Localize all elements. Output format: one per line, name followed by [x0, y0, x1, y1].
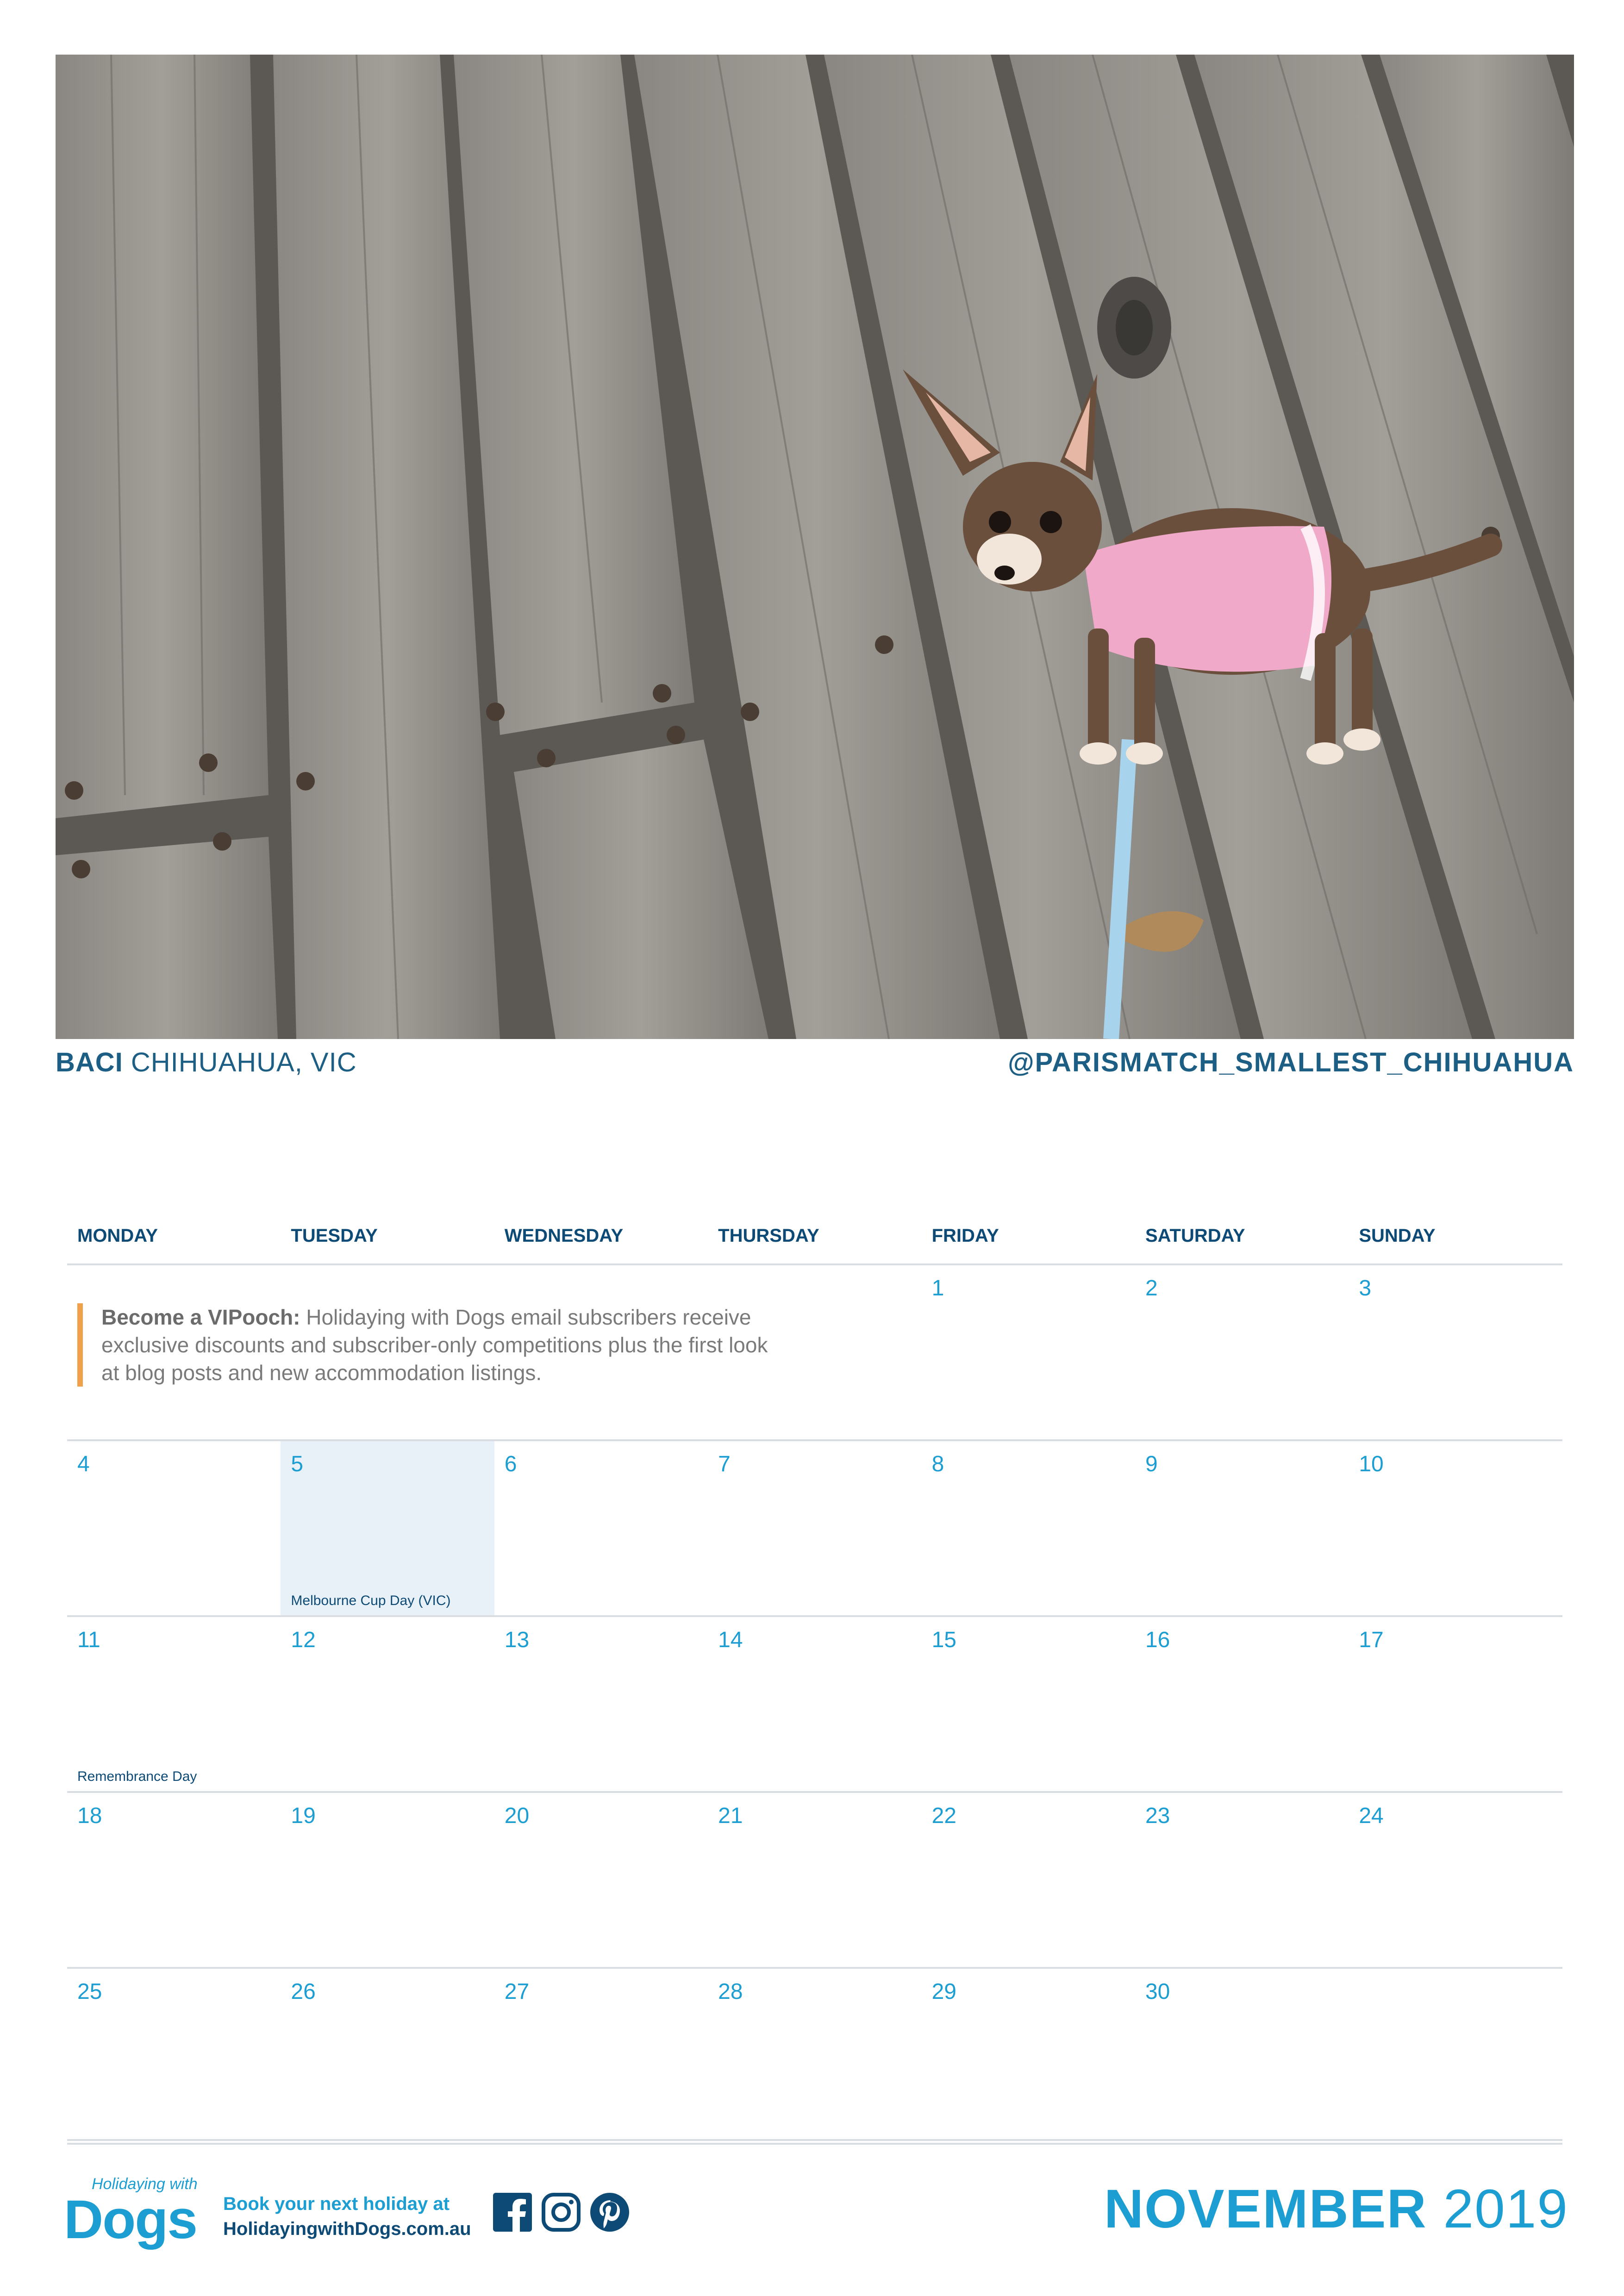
week-row: [67, 1265, 1562, 1441]
week-row: [67, 1969, 1562, 2145]
promo-body: Holidaying with Dogs email subscribers receive exclusive discounts and subscriber-only competitions plus the first look at blog posts and new accommodation listings.: [101, 1305, 768, 1385]
calendar-grid: [67, 1222, 1562, 2145]
instagram-handle[interactable]: @PARISMATCH_SMALLEST_CHIHUAHUA: [1008, 1047, 1574, 1077]
day-number: 28: [718, 1979, 743, 2004]
day-cell: [494, 1617, 708, 1791]
day-header-friday: FRIDAY: [931, 1226, 999, 1246]
day-number: 17: [1359, 1628, 1384, 1652]
day-cell: [67, 1969, 281, 2143]
day-number: 16: [1145, 1628, 1170, 1652]
event-remembrance-day: Remembrance Day: [77, 1769, 197, 1784]
day-header-wednesday: WEDNESDAY: [504, 1226, 624, 1246]
day-number: 27: [504, 1979, 530, 2004]
day-number: 6: [504, 1452, 517, 1476]
day-number: 19: [291, 1804, 316, 1828]
day-cell: [494, 1793, 708, 1967]
day-cell: [922, 1265, 1135, 1439]
day-cell: [1349, 1793, 1562, 1967]
day-number: 13: [504, 1628, 530, 1652]
day-cell: [494, 1969, 708, 2143]
day-cell: [281, 1793, 494, 1967]
day-cell: [708, 1617, 921, 1791]
day-cell: [67, 1793, 281, 1967]
day-number: 25: [77, 1979, 102, 2004]
week-row: [67, 1617, 1562, 1793]
breed-location: CHIHUAHUA, VIC: [131, 1047, 357, 1077]
day-number: 30: [1145, 1979, 1170, 2004]
day-cell: [922, 1441, 1135, 1615]
day-header-monday: MONDAY: [77, 1226, 158, 1246]
day-number: 18: [77, 1804, 102, 1828]
day-cell: [1349, 1617, 1562, 1791]
day-headers: [67, 1222, 1562, 1265]
day-cell: [708, 1969, 921, 2143]
day-number: 26: [291, 1979, 316, 2004]
day-number: 9: [1145, 1452, 1158, 1476]
day-number: 11: [77, 1628, 100, 1652]
day-header-tuesday: TUESDAY: [291, 1226, 378, 1246]
promo-title: Become a VIPooch:: [101, 1305, 300, 1329]
vipooch-promo: [77, 1303, 772, 1387]
week-row: [67, 1441, 1562, 1617]
day-number: 1: [931, 1276, 944, 1300]
day-cell: [1349, 1441, 1562, 1615]
instagram-icon[interactable]: [542, 2193, 581, 2232]
day-number: 8: [931, 1452, 944, 1476]
day-number: 10: [1359, 1452, 1384, 1476]
day-cell: [1349, 1969, 1562, 2143]
facebook-icon[interactable]: [493, 2193, 532, 2232]
booking-callout: [223, 2191, 471, 2241]
day-number: 29: [931, 1979, 956, 2004]
dog-photo-illustration: [56, 55, 1574, 1039]
day-cell: [281, 1617, 494, 1791]
footer-divider: [67, 2139, 1562, 2141]
day-cell-holiday: [281, 1441, 494, 1615]
day-cell: [922, 1793, 1135, 1967]
logo-wordmark: Dogs: [64, 2189, 197, 2250]
month-label: NOVEMBER: [1104, 2178, 1427, 2240]
day-number: 22: [931, 1804, 956, 1828]
day-number: 24: [1359, 1804, 1384, 1828]
day-cell: [922, 1617, 1135, 1791]
day-number: 4: [77, 1452, 90, 1476]
day-number: 7: [718, 1452, 731, 1476]
day-cell: [67, 1617, 281, 1791]
day-cell: [1135, 1793, 1349, 1967]
day-header-saturday: SATURDAY: [1145, 1226, 1245, 1246]
dog-photo: [56, 55, 1574, 1039]
day-cell: [1135, 1265, 1349, 1439]
day-cell: [1135, 1969, 1349, 2143]
photo-caption: [56, 1047, 357, 1084]
day-header-sunday: SUNDAY: [1359, 1226, 1436, 1246]
pinterest-icon[interactable]: [590, 2193, 629, 2232]
day-cell: [708, 1441, 921, 1615]
day-cell: [1135, 1617, 1349, 1791]
day-number: 14: [718, 1628, 743, 1652]
year-label: 2019: [1443, 2178, 1568, 2240]
month-year-title: [1104, 2178, 1568, 2240]
event-melbourne-cup: Melbourne Cup Day (VIC): [291, 1593, 451, 1608]
day-header-thursday: THURSDAY: [718, 1226, 819, 1246]
day-number: 21: [718, 1804, 743, 1828]
day-number: 20: [504, 1804, 530, 1828]
day-number: 5: [291, 1452, 304, 1476]
dog-name: BACI: [56, 1047, 123, 1077]
day-cell: [1349, 1265, 1562, 1439]
week-row: [67, 1793, 1562, 1969]
day-number: 23: [1145, 1804, 1170, 1828]
booking-text: Book your next holiday at: [223, 2194, 450, 2214]
day-cell: [67, 1441, 281, 1615]
day-number: 15: [931, 1628, 956, 1652]
day-cell: [922, 1969, 1135, 2143]
day-cell: [708, 1793, 921, 1967]
day-number: 2: [1145, 1276, 1158, 1300]
day-number: 12: [291, 1628, 316, 1652]
day-number: 3: [1359, 1276, 1372, 1300]
booking-url-link[interactable]: HolidayingwithDogs.com.au: [223, 2219, 471, 2239]
logo-tagline: Holidaying with: [92, 2175, 198, 2193]
day-cell: [281, 1969, 494, 2143]
day-cell: [1135, 1441, 1349, 1615]
day-cell: [494, 1441, 708, 1615]
holidaying-with-dogs-logo[interactable]: [64, 2175, 203, 2250]
